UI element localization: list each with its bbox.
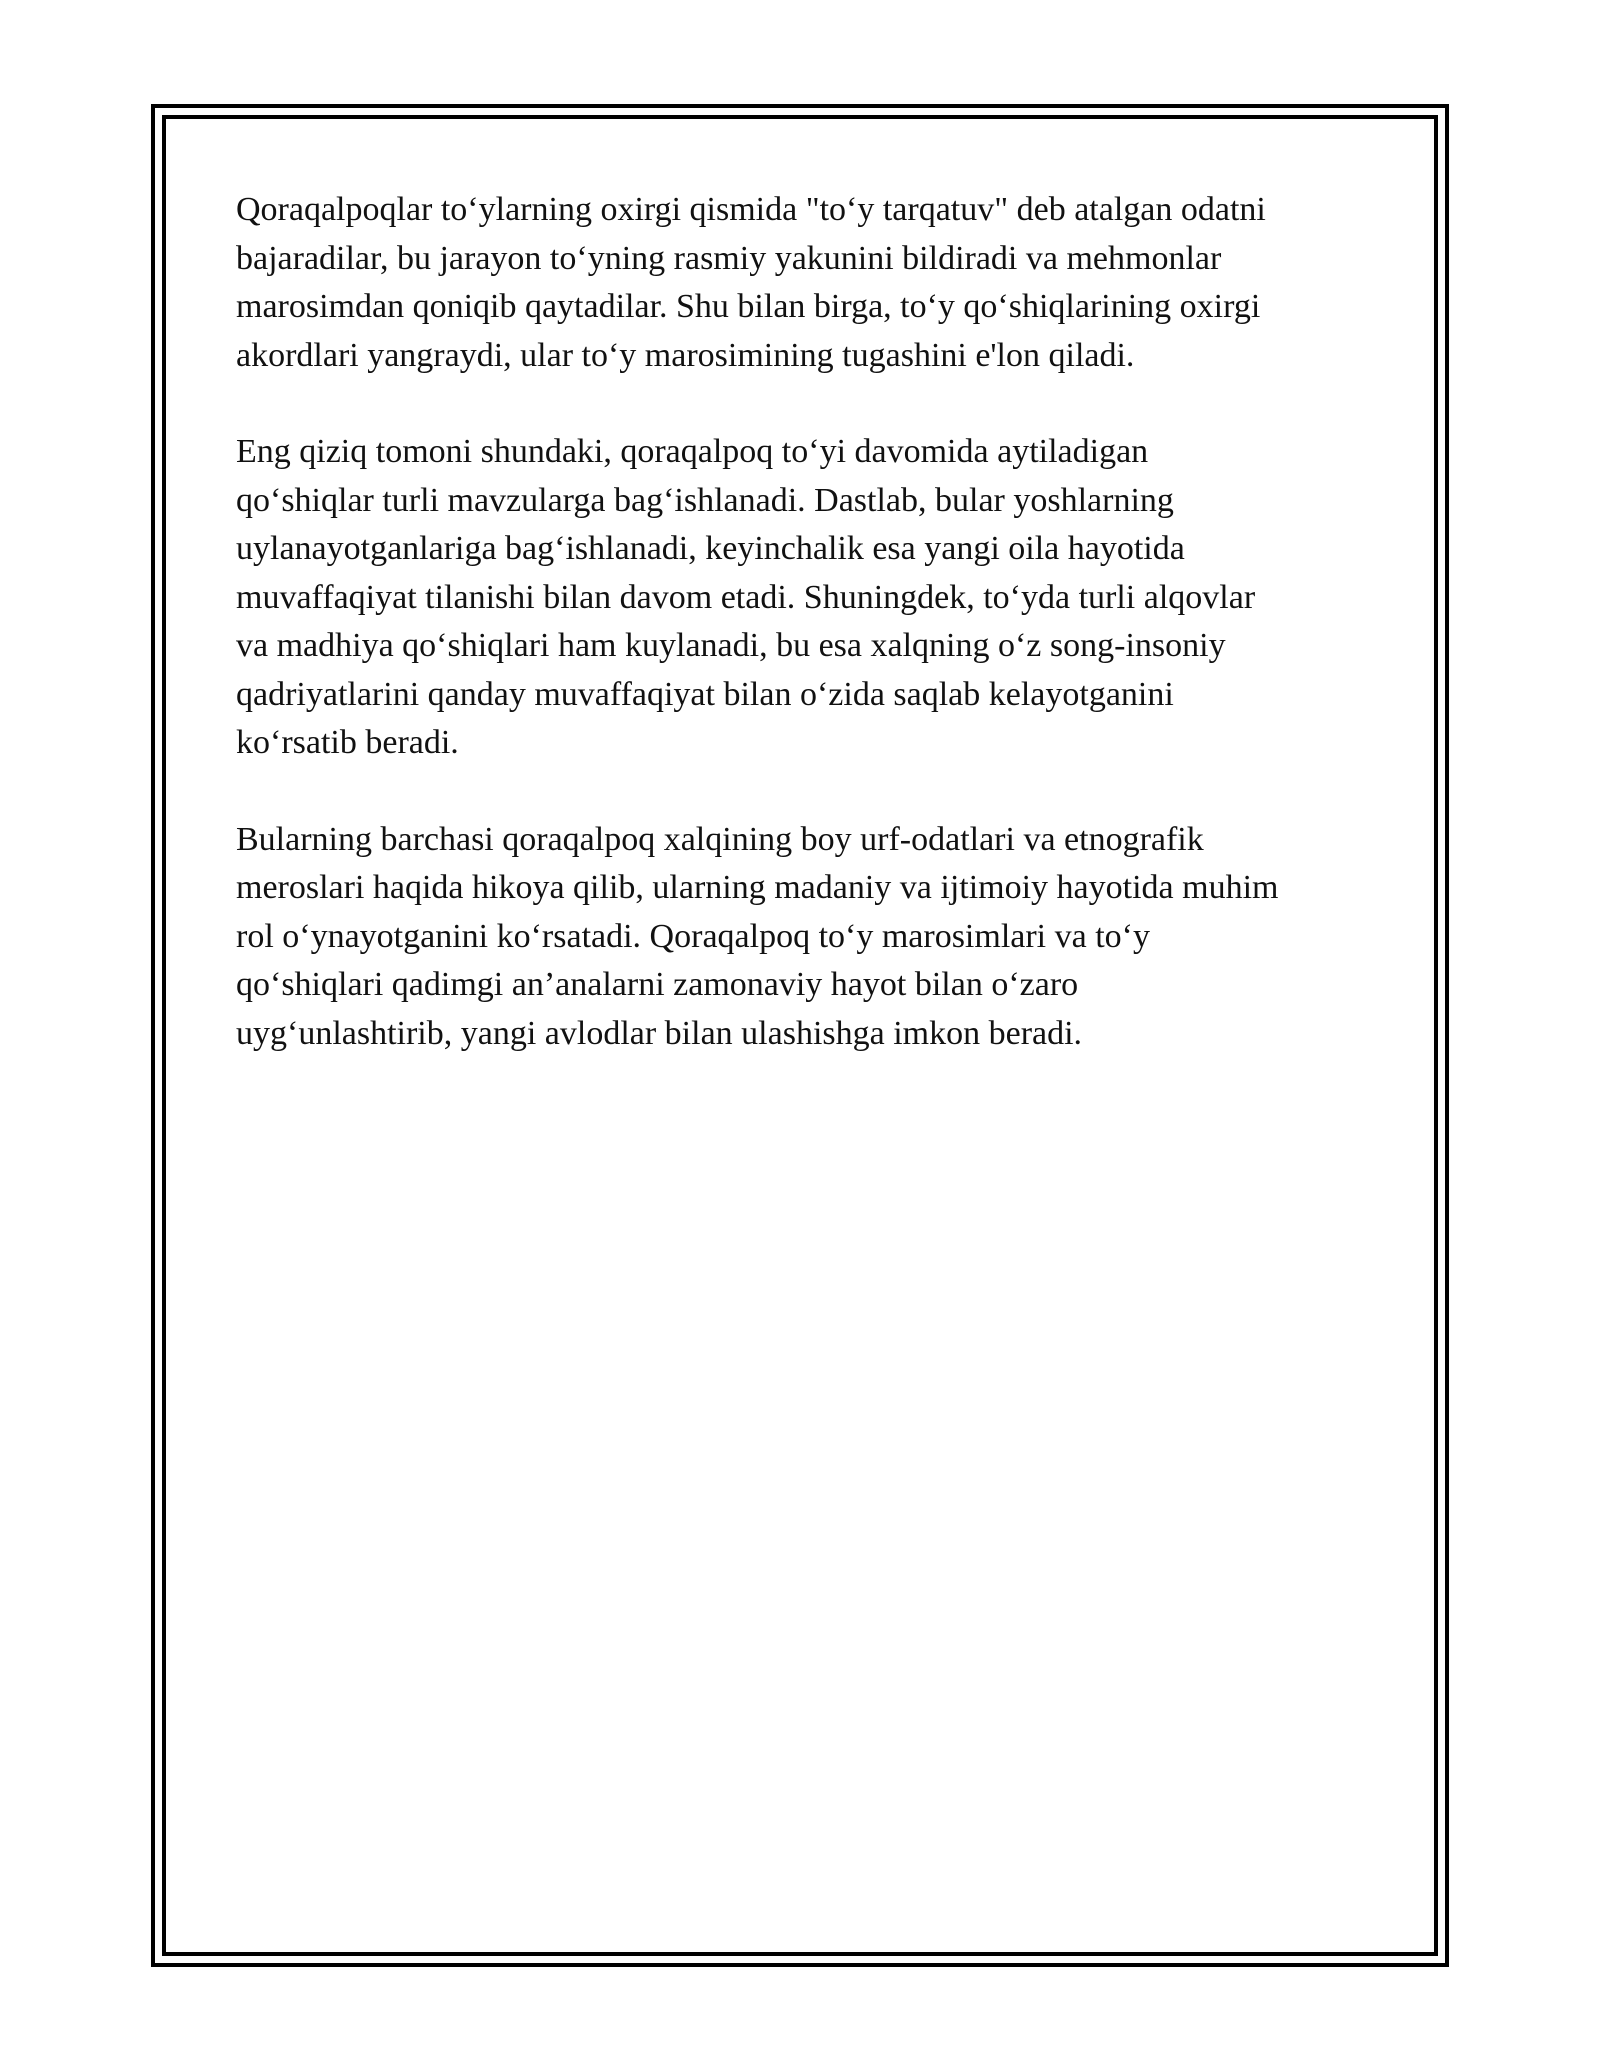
document-body xyxy=(236,186,1366,1106)
paragraph-2: Eng qiziq tomoni shundaki, qoraqalpoq to‘yi davomida aytiladigan qo‘shiqlar turli mavzularga bag‘ishlanadi. Dastlab, bular yoshlarning uylanayotganlariga bag‘ishlanadi, keyinchalik esa yangi oila hayotida muvaffaqiyat tilanishi bilan davom etadi. Shuningdek, to‘yda turli alqovlar va madhiya qo‘shiqlari ham kuylanadi, bu esa xalqning o‘z song-insoniy qadriyatlarini qanday muvaffaqiyat bilan o‘zida saqlab kelayotganini ko‘rsatib beradi. xyxy=(236,433,1256,761)
paragraph-1: Qoraqalpoqlar to‘ylarning oxirgi qismida "to‘y tarqatuv" deb atalgan odatni bajaradilar, bu jarayon to‘yning rasmiy yakunini bildiradi va mehmonlar marosimdan qoniqib qaytadilar. Shu bilan birga, to‘y qo‘shiqlarining oxirgi akordlari yangraydi, ular to‘y marosimining tugashini e'lon qiladi. xyxy=(236,191,1266,374)
paragraph-3: Bularning barchasi qoraqalpoq xalqining boy urf-odatlari va etnografik meroslari haqida hikoya qilib, ularning madaniy va ijtimoiy hayotida muhim rol o‘ynayotganini ko‘rsatadi. Qoraqalpoq to‘y marosimlari va to‘y qo‘shiqlari qadimgi an’analarni zamonaviy hayot bilan o‘zaro uyg‘unlashtirib, yangi avlodlar bilan ulashishga imkon beradi. xyxy=(236,820,1279,1052)
